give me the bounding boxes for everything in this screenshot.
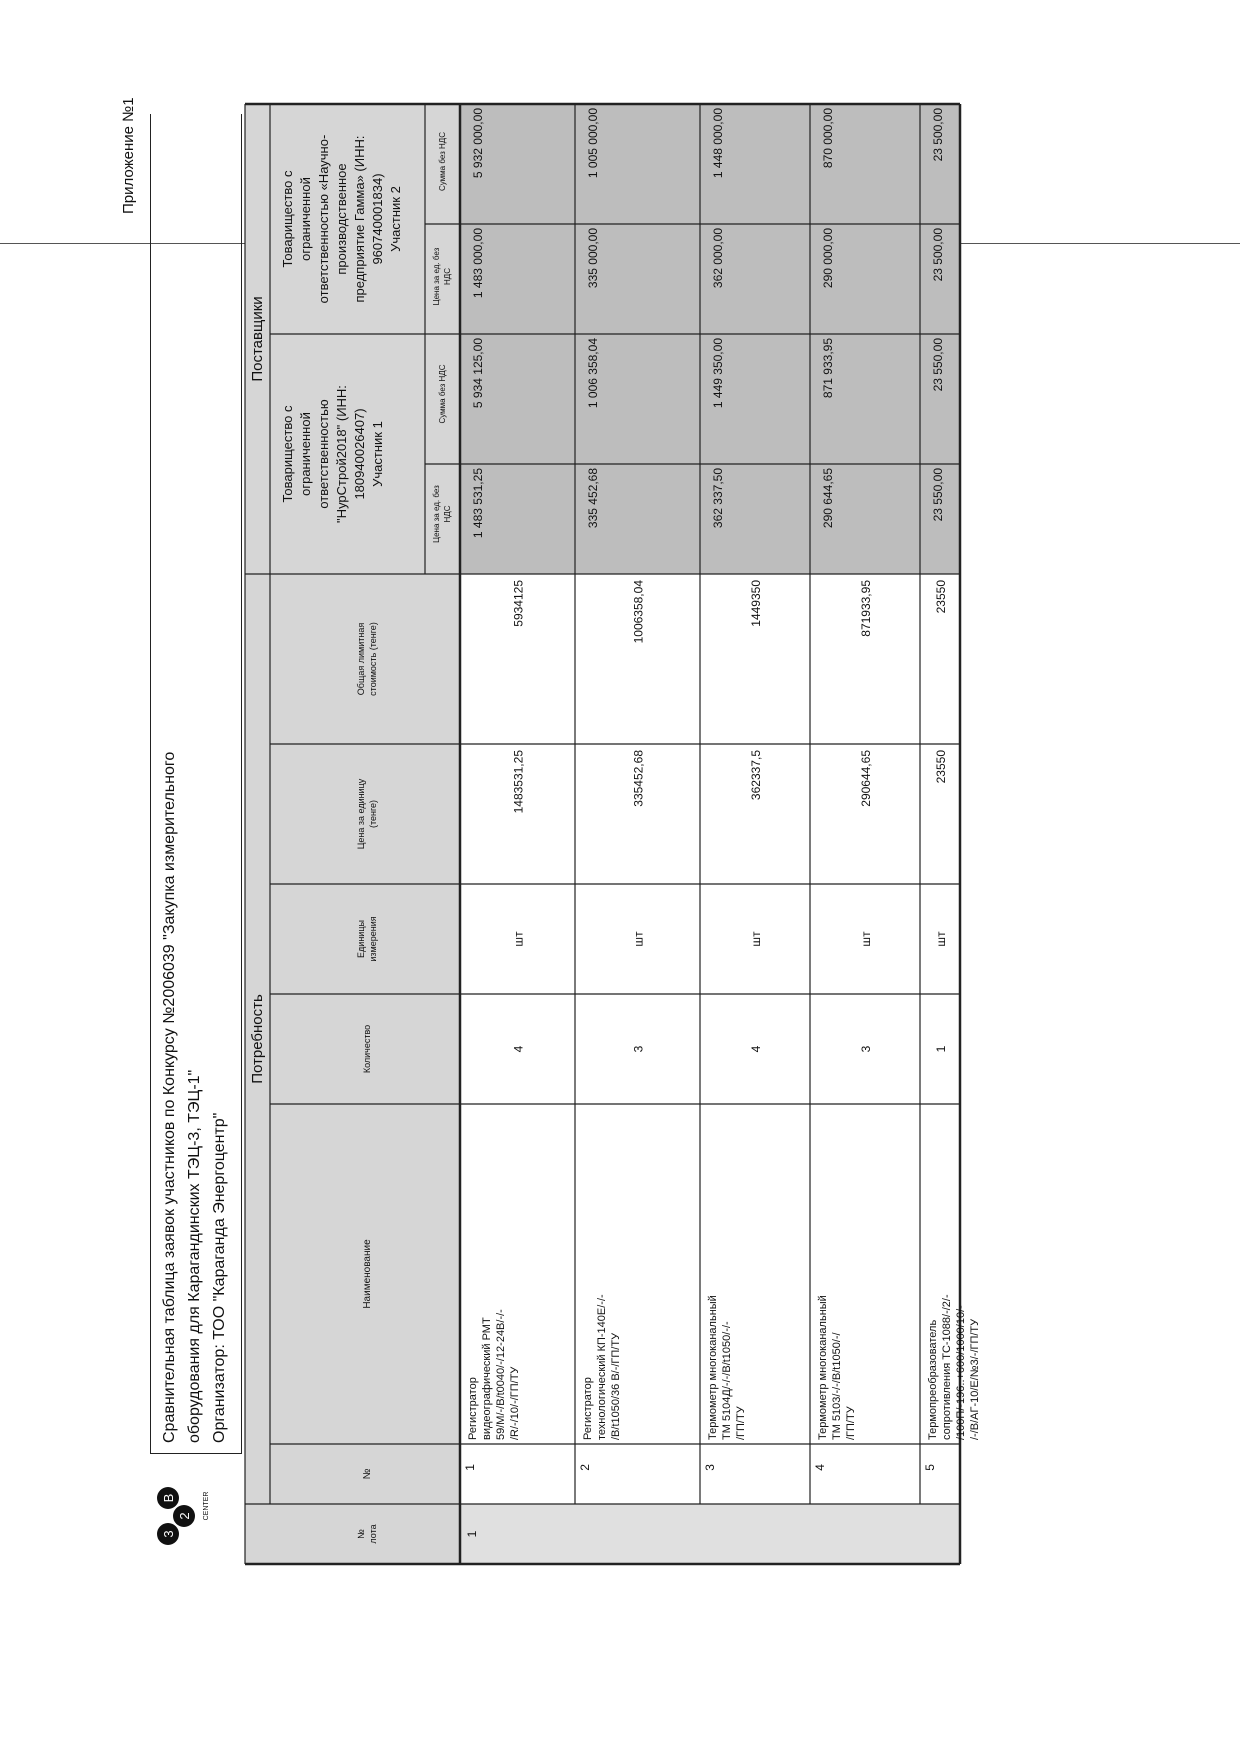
row-5-name-line-2: сопротивления ТС-1088/-/2/- — [941, 1294, 953, 1440]
col-price-1: Цена за единицу — [356, 778, 366, 850]
row-3-s1-sum: 1 449 350,00 — [711, 338, 725, 409]
row-5-s2-sum: 23 500,00 — [931, 108, 945, 162]
row-4-s1-price: 290 644,65 — [821, 468, 835, 529]
row-2-price: 335452,68 — [631, 750, 646, 807]
row-5-unit: шт — [934, 931, 948, 947]
group-suppliers: Поставщики — [249, 296, 266, 382]
row-1-name-line-4: /R/-/10/-/ГП/ТУ — [509, 1366, 521, 1440]
supplier-2-name-line-4: производственное — [334, 163, 349, 275]
row-1-total: 5934125 — [511, 580, 526, 627]
row-4-s2-sum: 870 000,00 — [821, 108, 835, 169]
row-4-qty: 3 — [859, 1045, 873, 1053]
row-5-price: 23550 — [934, 750, 948, 784]
row-2-name-line-2: технологический КП-140Е/-/- — [596, 1294, 608, 1440]
row-3-s1-price: 362 337,50 — [711, 468, 725, 529]
supplier-1-col-price-2: НДС — [443, 505, 452, 523]
row-3-name-line-3: /ГП/ТУ — [735, 1406, 747, 1440]
row-3-no: 3 — [703, 1464, 717, 1471]
row-1-unit: шт — [511, 931, 526, 947]
supplier-1-name-line-4: "НурСтрой2018" (ИНН: — [334, 385, 349, 523]
row-4-no: 4 — [813, 1464, 827, 1471]
row-1-s2-sum: 5 932 000,00 — [471, 108, 485, 179]
row-2-name-line-3: /В/t1050/36 В/-/ГП/ТУ — [610, 1332, 622, 1440]
annex-label: Приложение №1 — [120, 97, 137, 214]
row-1-s2-price: 1 483 000,00 — [471, 228, 485, 299]
row-1-name-line-3: 59/М/-/В/t0040/-/12-24В/-/- — [495, 1309, 507, 1440]
col-lot-no-1: № — [356, 1529, 366, 1539]
row-3-name-line-2: ТМ 5104Д/-/-/В/t1050/-/- — [721, 1321, 733, 1440]
logo-letter-1: 3 — [161, 1530, 176, 1538]
col-unit-2: измерения — [368, 916, 378, 962]
row-2-qty: 3 — [631, 1045, 646, 1053]
supplier-2-name-line-6: 960740001834) — [370, 173, 385, 265]
supplier-2-name-line-5: предприятие Гамма» (ИНН: — [352, 135, 367, 303]
supplier-values-shade — [460, 104, 960, 574]
row-5-s1-sum: 23 550,00 — [931, 338, 945, 392]
row-5-s1-price: 23 550,00 — [931, 468, 945, 522]
row-5-name-line-1: Термопреобразователь — [927, 1319, 939, 1440]
supplier-1-name-line-1: Товарищество с — [280, 405, 295, 503]
row-4-name-line-2: ТМ 5103/-/-/В/t1050/-/ — [831, 1332, 843, 1440]
supplier-2-col-price-2: НДС — [443, 268, 452, 285]
logo-letter-2: 2 — [177, 1512, 192, 1520]
row-5-s2-price: 23 500,00 — [931, 228, 945, 282]
supplier-2-col-price-1: Цена за ед. без — [432, 247, 441, 306]
header-shade — [245, 104, 460, 1564]
supplier-2-name-line-1: Товарищество с — [280, 170, 295, 268]
row-1-name-line-1: Регистратор — [467, 1377, 479, 1440]
row-5-no: 5 — [923, 1464, 937, 1471]
row-3-s2-price: 362 000,00 — [711, 228, 725, 289]
row-2-s2-sum: 1 005 000,00 — [586, 108, 600, 179]
row-2-s1-price: 335 452,68 — [586, 468, 600, 529]
row-2-s1-sum: 1 006 358,04 — [586, 338, 600, 409]
supplier-2-name-line-2: ограниченной — [298, 177, 313, 261]
group-need: Потребность — [249, 994, 266, 1084]
row-2-unit: шт — [631, 931, 646, 947]
row-1-s1-sum: 5 934 125,00 — [471, 338, 485, 409]
lot-number: 1 — [465, 1530, 479, 1538]
row-1-s1-price: 1 483 531,25 — [471, 468, 485, 539]
supplier-1-col-price-1: Цена за ед. без — [432, 485, 441, 543]
comparison-table — [0, 74, 1240, 1754]
row-4-name-line-3: /ГП/ТУ — [845, 1406, 857, 1440]
row-3-unit: шт — [749, 931, 763, 947]
supplier-1-name-line-2: ограниченной — [298, 412, 313, 496]
row-1-qty: 4 — [511, 1045, 526, 1053]
header-line-1: Сравнительная таблица заявок участников по Конкурсу №2006039 "Закупка измерительного — [161, 751, 178, 1443]
col-total-2: стоимость (тенге) — [368, 622, 378, 696]
supplier-2-col-sum: Сумма без НДС — [438, 132, 447, 191]
row-2-name-line-1: Регистратор — [582, 1377, 594, 1440]
col-no: № — [362, 1468, 373, 1480]
row-5-total: 23550 — [934, 580, 948, 614]
row-3-s2-sum: 1 448 000,00 — [711, 108, 725, 179]
supplier-1-name-line-6: Участник 1 — [370, 421, 385, 487]
row-2-s2-price: 335 000,00 — [586, 228, 600, 289]
col-price-2: (тенге) — [368, 799, 378, 829]
row-5-name-line-3: /100П/-196..+600/1000/10/- — [955, 1305, 967, 1440]
row-4-unit: шт — [859, 931, 873, 947]
row-4-name-line-1: Термометр многоканальный — [817, 1295, 829, 1440]
row-4-total: 871933,95 — [859, 580, 873, 637]
lot-column-shade — [460, 1504, 960, 1564]
row-3-total: 1449350 — [749, 580, 763, 627]
header-line-3: Организатор: ТОО "Караганда Энергоцентр" — [211, 1112, 228, 1443]
row-4-s2-price: 290 000,00 — [821, 228, 835, 289]
row-3-price: 362337,5 — [749, 750, 763, 801]
row-5-name-line-4: /-/В/АГ-10/Е/№3/-/ГП/ТУ — [969, 1318, 981, 1440]
supplier-1-name-line-5: 180940026407) — [352, 408, 367, 500]
comparison-table-body — [245, 104, 981, 1564]
row-1-no: 1 — [463, 1464, 477, 1471]
supplier-1-name-line-3: ответственностью — [316, 399, 331, 509]
supplier-1-col-sum: Сумма без НДС — [438, 364, 447, 424]
col-name: Наименование — [362, 1239, 373, 1309]
col-qty: Количество — [362, 1024, 372, 1074]
row-4-s1-sum: 871 933,95 — [821, 338, 835, 399]
row-1-price: 1483531,25 — [511, 750, 526, 814]
col-unit-1: Единицы — [356, 920, 366, 958]
logo-letter-3: B — [161, 1493, 176, 1503]
row-1-name-line-2: видеографический РМТ — [481, 1317, 493, 1440]
row-2-total: 1006358,04 — [631, 580, 646, 644]
col-total-1: Общая лимитная — [356, 622, 366, 696]
supplier-2-name-line-7: Участник 2 — [388, 186, 403, 252]
col-lot-no-2: лота — [368, 1524, 378, 1544]
row-4-price: 290644,65 — [859, 750, 873, 807]
logo-word: CENTER — [203, 1491, 210, 1521]
rotated-page — [0, 74, 1240, 1754]
row-3-qty: 4 — [749, 1045, 763, 1053]
row-2-no: 2 — [578, 1464, 592, 1471]
row-3-name-line-1: Термометр многоканальный — [707, 1295, 719, 1440]
supplier-2-name-line-3: ответственностью «Научно- — [316, 134, 331, 304]
row-5-qty: 1 — [934, 1045, 948, 1053]
header-line-2: оборудования для Карагандинских ТЭЦ-3, ТЭЦ-1" — [186, 1069, 203, 1443]
